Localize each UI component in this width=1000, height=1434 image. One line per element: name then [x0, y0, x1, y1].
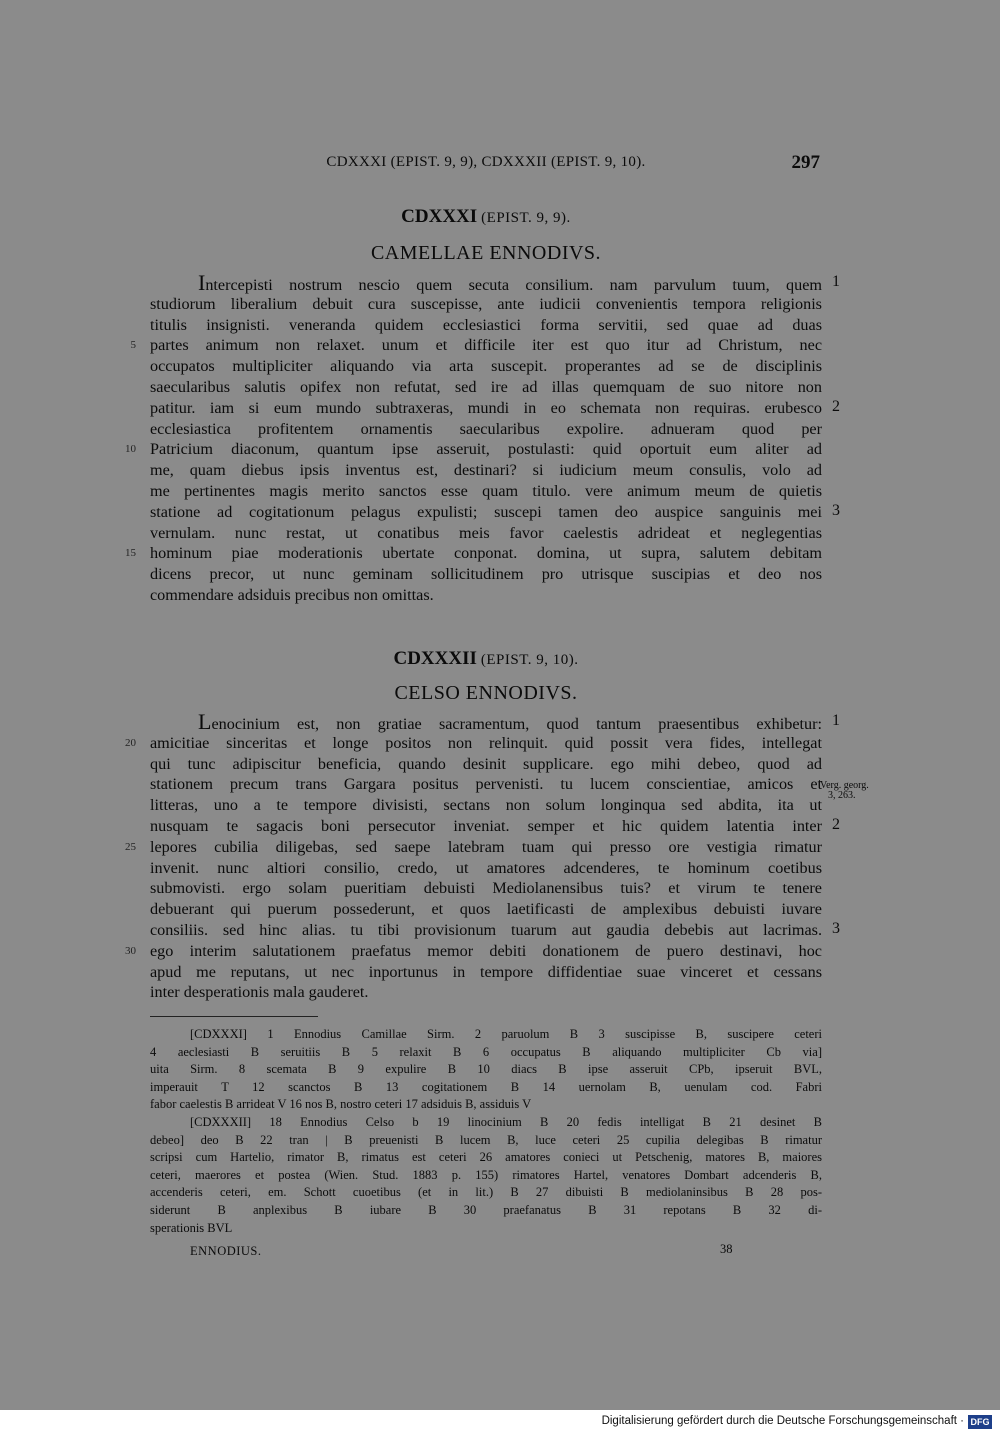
side-note-line: Verg. georg. [820, 780, 869, 791]
sheet-number: 38 [720, 1242, 733, 1256]
text-line: ecclesiastica profitentem ornamentis saecularibus expolire. adnueram quod per [150, 419, 822, 438]
text-line: patitur. iam si eum mundo subtraxeras, mundi in eo schemata non requiras. erubesco [150, 398, 822, 417]
text-line: partes animum non relaxet. unum et difficile iter est quo itur ad Christum, nec [150, 336, 822, 355]
text-line: me, quam diebus ipsis inventus est, destinari? si iudicium meum consulis, volo ad [150, 461, 822, 480]
text-line: debuerant qui puerum possederunt, et quos laetificasti de amplexibus debuisti iuvare [150, 900, 822, 919]
text-line: saecularibus salutis opifex non refutat, sed ire ad illas quemquam de suo nitore non [150, 377, 822, 396]
text-line: me pertinentes magis merito sanctos esse quam titulo. vere animum meum de quietis [150, 481, 822, 500]
page-number: 297 [791, 152, 820, 173]
text-line: stationem precum trans Gargara positus pervenisti. tu lucem conscientiae, amicos et [150, 775, 822, 794]
letter-number: CDXXXII [393, 648, 477, 669]
line-number: 20 [125, 736, 136, 749]
apparatus-line: siderunt B anplexibus B iubare B 30 praefanatus B 31 repotans B 32 di- [150, 1202, 822, 1217]
footer-bar [0, 1410, 1000, 1434]
letter-number: CDXXXI [401, 206, 478, 227]
line-number: 15 [125, 547, 136, 560]
line-number: 30 [125, 944, 136, 957]
signature-mark: ENNODIUS. [190, 1244, 262, 1258]
letter-number-heading [150, 206, 822, 228]
section-mark: 2 [832, 816, 840, 833]
text-line: commendare adsiduis precibus non omittas. [150, 585, 434, 604]
apparatus-line: scripsi cum Hartelio, rimator B, rimatus est ceteri 26 amatores conieci ut Petschenig, matores B, maiores [150, 1150, 822, 1165]
apparatus-line: ceteri, maerores et postea (Wien. Stud. 1883 p. 155) rimatores Hartel, venatores Dombart adcenderis B, [150, 1167, 822, 1182]
text-line: lepores cubilia diligebas, sed saepe latebram tuam qui presso ore vestigia rimatur [150, 837, 822, 856]
text-line: titulis insignisti. veneranda quidem ecclesiastici forma servitii, sed quae ad duas [150, 315, 822, 334]
apparatus-line: [CDXXXII] 18 Ennodius Celso b 19 linocinium B 20 fedis intelligat B 21 desinet B [190, 1114, 822, 1129]
text-line: dicens precor, ut nunc geminam sollicitudinem pro utrisque suscipias et deo nos [150, 565, 822, 584]
footnote-rule [150, 1016, 318, 1017]
line-number: 25 [125, 840, 136, 853]
epist-reference: (EPIST. 9, 10). [480, 652, 579, 668]
text-line: submovisti. ergo solam pueritiam debuisti Mediolanensibus tuis? et virum te tenere [150, 879, 822, 898]
side-note [820, 781, 869, 801]
text-line: amicitiae sinceritas et longe positos non relinquit. quid possit vera fides, intellegat [150, 733, 822, 752]
text-line: apud me reputans, ut nec inportunus in tempore diffidentiae suae vinceret et cessans [150, 962, 822, 981]
apparatus-line: accenderis ceteri, em. Schott cuoetibus (et in lit.) B 27 dibuisti B mediolaninsibus B 28 pos- [150, 1185, 822, 1200]
running-head-title: CDXXXI (EPIST. 9, 9), CDXXXII (EPIST. 9, 10). [326, 154, 646, 170]
initial-capital: I [198, 270, 206, 295]
apparatus-line: sperationis BVL [150, 1220, 233, 1235]
apparatus-line: 4 aeclesiasti B seruitiis B 5 relaxit B 6 occupatus B aliquando multipliciter Cb via] [150, 1044, 822, 1059]
running-head [150, 152, 822, 176]
apparatus-line: [CDXXXI] 1 Ennodius Camillae Sirm. 2 paruolum B 3 suscipisse B, suscipere ceteri [190, 1027, 822, 1041]
section-mark: 2 [832, 397, 840, 415]
text-line: occupatos multipliciter aliquando via arta suscepit. properantes ad se de disciplinis [150, 357, 822, 376]
letter-body [125, 270, 840, 606]
section-mark: 1 [832, 712, 840, 729]
text-line: inter desperationis mala gauderet. [150, 983, 369, 1002]
line-number: 5 [130, 339, 136, 352]
apparatus-line: debeo] deo B 22 tran | B preuenisti B lucem B, luce ceteri 25 cupilia delegibas B rimatur [150, 1132, 822, 1147]
text-line: statione ad cogitationum pelagus expulisti; suscepi tamen deo auspice sanguinis mei [150, 502, 822, 521]
text-line: hominum piae moderationis ubertate conponat. domina, ut supra, salutem debitam [150, 544, 822, 563]
critical-apparatus [150, 1026, 822, 1237]
dfg-logo: DFG [968, 1415, 992, 1429]
apparatus-line: imperauit T 12 scanctos B 13 cogitationem B 14 uernolam B, uenulam cod. Fabri [150, 1079, 822, 1094]
text-line: invenit. nunc altiori consilio, credo, ut amatores adcenderes, te hominum coetibus [150, 858, 822, 877]
text-line: vernulam. nunc restat, ut conatibus meis favor caelestis adrideat et neglegentias [150, 523, 822, 542]
line-number: 10 [125, 443, 136, 456]
text-line: litteras, uno a te tempore divisisti, sectans non solum longinqua sed abdita, ita ut [150, 796, 822, 815]
text-line: ego interim salutationem praefatus memor debiti donationem de puero destinavi, hoc [150, 941, 822, 960]
text-line: Lenocinium est, non gratiae sacramentum, quod tantum praesentibus exhibetur: [198, 709, 822, 734]
text-line: nusquam te sagacis boni persecutor inveniat. semper et hic quidem latentia inter [150, 816, 822, 835]
letter-body [125, 709, 840, 1003]
text-line: Intercepisti nostrum nescio quem secuta consilium. nam parvulum tuum, quem [198, 270, 822, 295]
epist-reference: (EPIST. 9, 9). [481, 210, 571, 226]
apparatus-line: fabor caelestis B arrideat V 16 nos B, nostro ceteri 17 adsiduis B, assiduis V [150, 1097, 532, 1112]
text-line: consiliis. sed hinc alias. tu tibi provisionum tuarum aut gaudia debebis aut lacrimas. [150, 920, 822, 939]
apparatus-line: uita Sirm. 8 scemata B 9 expulire B 10 diacs B ipse asseruit CPb, ipseruit BVL, [150, 1062, 822, 1077]
letter-address: CELSO ENNODIVS. [394, 682, 578, 704]
initial-capital: L [198, 709, 212, 734]
text-line: Patricium diaconum, quantum ipse asseruit, postulasti: quid oportuit eum aliter ad [150, 440, 822, 459]
section-mark: 3 [832, 501, 840, 519]
footer-text: Digitalisierung gefördert durch die Deutsche Forschungsgemeinschaft · [601, 1415, 964, 1427]
text-line: studiorum liberalium debuit cura suscepisse, ante iudicii convenientis tempora religionis [150, 294, 822, 313]
section-mark: 1 [832, 273, 840, 290]
letter-address: CAMELLAE ENNODIVS. [370, 242, 602, 264]
text-line: qui tunc adipiscitur beneficia, quando desinit supplicare. ego mihi debeo, quod ad [150, 754, 822, 773]
side-note-line: 3, 263. [828, 790, 856, 801]
section-mark: 3 [832, 920, 840, 937]
letter-number-heading [150, 648, 822, 670]
